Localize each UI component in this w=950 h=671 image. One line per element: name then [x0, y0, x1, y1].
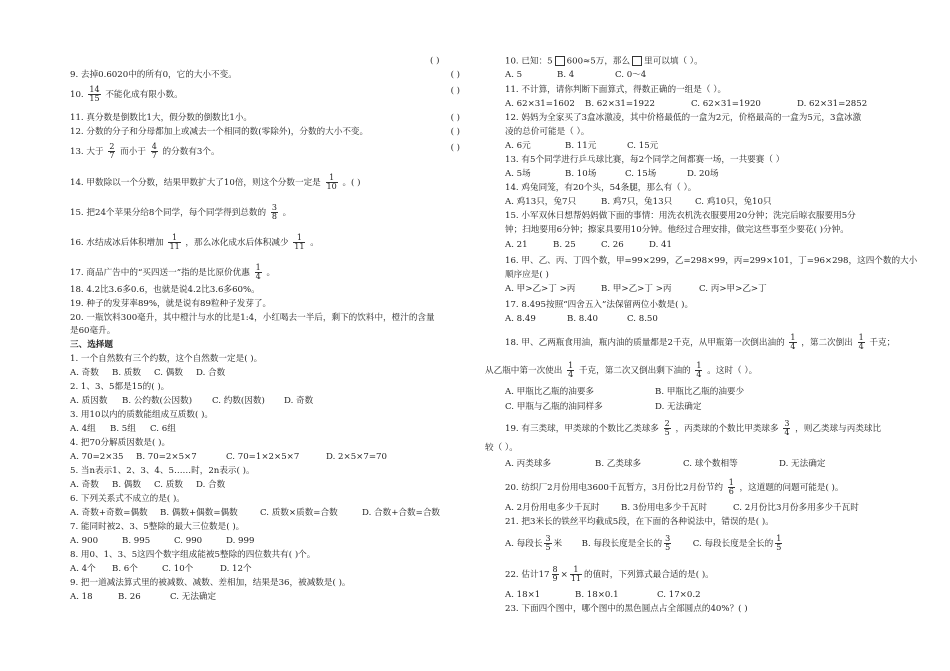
answer-paren: ( )	[450, 143, 460, 153]
choice-q13: 13. 有5个同学进行乒乓球比赛，每2个同学之间都赛一场，一共要赛（ ）	[505, 155, 785, 165]
option: C. 62×31=1920	[691, 99, 761, 109]
fraction: $\frac{1}{4}$	[858, 333, 864, 351]
option: B. 26	[118, 592, 141, 602]
option: C. 质数×质数=合数	[260, 508, 338, 518]
option: C. 丙>甲>乙>丁	[699, 284, 767, 294]
fraction: $\frac{14}{15}$	[89, 85, 100, 103]
option: B. 偶数	[112, 480, 141, 490]
option: A. 奇数	[70, 480, 99, 490]
fraction: $\frac{1}{11}$	[294, 233, 305, 251]
choice-q7: 7. 能同时被2、3、5整除的最大三位数是( )。	[70, 522, 245, 532]
choice-q1: 1. 一个自然数有三个约数，这个自然数一定是( )。	[70, 354, 263, 364]
choice-q8: 8. 用0、1、3、5这四个数字组成能被5整除的四位数共有( )个。	[70, 550, 316, 560]
judge-q12: 12. 分数的分子和分母都加上或减去一个相同的数(零除外)，分数的大小不变。 ( )	[70, 127, 460, 137]
option: A. 5	[505, 70, 523, 80]
choice-q21: 21. 把3米长的铁丝平均截成5段，在下面的各种说法中，错误的是( )。	[505, 517, 774, 527]
option: D. 12个	[220, 564, 252, 574]
fraction: $\frac{1}{4}$	[568, 361, 574, 379]
option: D. 2×5×7=70	[326, 452, 387, 462]
option: B. 公约数(公因数)	[122, 396, 193, 406]
option: C. 6组	[150, 424, 176, 434]
choice-q8-options	[70, 564, 252, 575]
option: A. 质因数	[70, 396, 108, 406]
blank-box-icon	[555, 56, 565, 66]
option: C. 球个数相等	[683, 459, 738, 469]
choice-q15-line1: 15. 小军双休日想帮妈妈做下面的事情：用洗衣机洗衣服要用20分钟；洗完后晾衣服要用5分	[505, 211, 856, 221]
judge-q11: 11. 真分数是倒数比1大，假分数的倒数比1小。 ( )	[70, 113, 460, 123]
option: A. 18	[70, 592, 93, 602]
fraction: $\frac{3}{5}$	[545, 534, 551, 552]
choice-q2: 2. 1、3、5都是15的( )。	[70, 382, 170, 392]
option: D. 合数+合数=合数	[362, 508, 441, 518]
choice-q22: 22. 估计17 $\frac{8}{9}$ × $\frac{1}{11}$ 的值时，下列算式最合适的是( )。	[505, 565, 714, 583]
option: D. 20场	[687, 169, 719, 179]
choice-q23: 23. 下面四个图中，哪个图中的黑色圆点占全部圆点的40%？( )	[505, 604, 748, 614]
option: C. 无法确定	[170, 592, 217, 602]
option: B. 甲瓶比乙瓶的油要少	[655, 387, 745, 397]
choice-q15-line2: 钟；扫地要用6分钟；擦家具要用10分钟。他经过合理安排，做完这些事至少要花( )分钟。	[505, 225, 849, 235]
fraction: $\frac{2}{5}$	[664, 419, 670, 437]
option: B. 5组	[110, 424, 136, 434]
answer-paren: ( )	[450, 70, 460, 80]
option: A. 丙类球多	[505, 459, 552, 469]
option: A. 70=2×35	[70, 452, 124, 462]
option: C. 8.50	[627, 314, 658, 324]
fraction: $\frac{3}{8}$	[271, 203, 277, 221]
option: A. 鸡13只，兔7只	[505, 197, 577, 207]
choice-q18-options-row2	[505, 402, 701, 413]
option: A. 2月份用电多少千瓦时	[505, 503, 600, 513]
choice-q17-options	[505, 314, 658, 325]
option: B. 62×31=1922	[585, 99, 655, 109]
fraction: $\frac{1}{10}$	[326, 173, 337, 191]
choice-q22-options	[505, 590, 701, 601]
option: C. 鸡10只，兔10只	[695, 197, 772, 207]
option: C. 10个	[162, 564, 194, 574]
choice-q10-options	[505, 70, 646, 81]
option: B. 乙类球多	[595, 459, 642, 469]
option: B. 25	[553, 240, 576, 250]
section-heading: 三、选择题	[70, 340, 113, 350]
judge-q17: 17. 商品广告中的“买四送一”指的是比原价优惠 $\frac{1}{4}$ 。	[70, 263, 276, 281]
option: A. 18×1	[505, 590, 541, 600]
choice-q5-options	[70, 480, 225, 491]
option: C. 偶数	[154, 368, 183, 378]
choice-q20: 20. 纺织厂2月份用电3600千瓦暂方，3月份比2月份节约 $\frac{1}{6}$ ，这道题的问题可能是( )。	[505, 478, 844, 496]
choice-q5: 5. 当n表示1、2、3、4、5……时，2n表示( )。	[70, 466, 255, 476]
fraction: $\frac{1}{11}$	[570, 565, 582, 583]
option: B. 鸡7只，兔13只	[601, 197, 673, 207]
choice-q19-options	[505, 459, 825, 470]
option: B. 偶数+偶数=偶数	[160, 508, 238, 518]
option: C. 2月份比3月份多用多少千瓦时	[733, 503, 859, 513]
choice-q10: 10. 已知：5 600≈5万，那么 里可以填（ ）。	[505, 56, 703, 67]
option: A. 奇数	[70, 368, 99, 378]
option: D. 无法确定	[655, 402, 702, 412]
option: B. 70=2×5×7	[136, 452, 197, 462]
option: C. 甲瓶与乙瓶的油同样多	[505, 402, 603, 412]
option: A. 62×31=1602	[505, 99, 575, 109]
option: D. 999	[226, 536, 255, 546]
option: B. 18×0.1	[575, 590, 619, 600]
fraction: $\frac{1}{4}$	[696, 361, 702, 379]
fraction: $\frac{2}{7}$	[109, 142, 115, 160]
option: D. 41	[649, 240, 672, 250]
judge-q20-line1: 20. 一瓶饮料300毫升，其中橙汁与水的比是1:4，小红喝去一半后，剩下的饮料中，橙汁的含量	[70, 313, 435, 323]
option: B. 质数	[112, 368, 141, 378]
option: C. 15场	[625, 169, 657, 179]
option: A. 奇数+奇数=偶数	[70, 508, 148, 518]
choice-q14-options	[505, 197, 772, 208]
choice-q2-options	[70, 396, 313, 407]
judge-q20-line2: 是60毫升。	[70, 326, 116, 336]
judge-q14: 14. 甲数除以一个分数，结果甲数扩大了10倍，则这个分数一定是 $\frac{1}{10}$ 。( )	[70, 173, 361, 191]
fraction: $\frac{1}{5}$	[776, 534, 782, 552]
option: A. 5场	[505, 169, 531, 179]
fraction: $\frac{1}{4}$	[255, 263, 261, 281]
option: A. 4组	[70, 424, 96, 434]
option: C. 质数	[154, 480, 183, 490]
choice-q4-options	[70, 452, 387, 463]
choice-q16-line1: 16. 甲、乙、丙、丁四个数，甲=99×299，乙=298×99，丙=299×101，丁=96×298，这四个数的大小	[505, 256, 918, 266]
option: A. 6元	[505, 141, 531, 151]
choice-q9: 9. 把一道减法算式里的被减数、减数、差相加，结果是36，被减数是( )。	[70, 578, 351, 588]
answer-paren: ( )	[450, 127, 460, 137]
choice-q1-options	[70, 368, 225, 379]
option: B. 11元	[565, 141, 597, 151]
fraction: $\frac{8}{9}$	[552, 565, 558, 583]
option: C. 17×0.2	[657, 590, 701, 600]
choice-q12-line1: 12. 妈妈为全家买了3盒冰激凌，其中价格最低的一盒为2元，价格最高的一盒为5元，3盒冰激	[505, 113, 862, 123]
fraction: $\frac{1}{6}$	[728, 478, 734, 496]
option: B. 甲>乙>丁 >丙	[601, 284, 672, 294]
option: B. 10场	[565, 169, 597, 179]
fraction: $\frac{4}{7}$	[151, 142, 157, 160]
choice-q9-options	[70, 592, 216, 603]
option: A. 21	[505, 240, 528, 250]
choice-q3: 3. 用10以内的质数能组成互质数( )。	[70, 410, 214, 420]
choice-q6-options	[70, 508, 440, 519]
fraction: $\frac{1}{11}$	[169, 233, 180, 251]
choice-q21-options: A. 每段长 $\frac{3}{5}$ 米 B. 每段长度是全长的 $\frac{3}{5}$ C. 每段长度是全长的 $\frac{1}{5}$	[505, 534, 782, 552]
option: C. 990	[174, 536, 203, 546]
answer-paren: ( )	[450, 86, 460, 96]
judge-q19: 19. 种子的发芽率89%，就是说有89粒种子发芽了。	[70, 299, 272, 309]
choice-q18-line2: 从乙瓶中第一次使出 $\frac{1}{4}$ 千克，第二次又倒出剩下油的 $\frac{1}{4}$ 。这时（ ）。	[485, 361, 758, 379]
judge-q16: 16. 水结成冰后体积增加 $\frac{1}{11}$ ，那么冰化成水后体积减少 $\frac{1}{11}$ 。	[70, 233, 319, 251]
option: A. 甲瓶比乙瓶的油要多	[505, 387, 595, 397]
option: B. 4	[557, 70, 575, 80]
choice-q18-options-row1	[505, 387, 744, 398]
fraction: $\frac{3}{5}$	[665, 534, 671, 552]
choice-q15-options	[505, 240, 672, 251]
option: C. 15元	[627, 141, 659, 151]
judge-q9: 9. 去掉0.6020中的所有0，它的大小不变。 ( )	[70, 70, 460, 80]
choice-q13-options	[505, 169, 719, 180]
option: A. 8.49	[505, 314, 536, 324]
option: B. 995	[122, 536, 151, 546]
option: C. 70=1×2×5×7	[226, 452, 300, 462]
choice-q4: 4. 把70分解质因数是( )。	[70, 438, 171, 448]
option: D. 62×31=2852	[797, 99, 868, 109]
option: C. 0～4	[615, 70, 647, 80]
choice-q18-line1: 18. 甲、乙两瓶食用油，瓶内油的质量都是2千克，从甲瓶第一次倒出油的 $\frac{1}{4}$ ，第二次倒出 $\frac{1}{4}$ 千克；	[505, 333, 896, 351]
choice-q12-options	[505, 141, 658, 152]
choice-q19-line2: 较（ ）。	[485, 443, 518, 453]
option: D. 奇数	[284, 396, 314, 406]
judge-q18: 18. 4.2比3.6多0.6，也就是说4.2比3.6多60%。	[70, 285, 260, 295]
choice-q17: 17. 8.495按照“四舍五入”法保留两位小数是( )。	[505, 300, 694, 310]
judge-q10: 10. $\frac{14}{15}$ 不能化成有限小数。 ( )	[70, 85, 460, 103]
choice-q11: 11. 不计算，请你判断下面算式，得数正确的一组是（ ）。	[505, 85, 727, 95]
option: C. 26	[601, 240, 624, 250]
option: A. 4个	[70, 564, 96, 574]
option: D. 合数	[196, 480, 226, 490]
option: D. 合数	[196, 368, 226, 378]
top-answer-paren: ( )	[430, 56, 440, 66]
choice-q6: 6. 下列关系式不成立的是( )。	[70, 494, 185, 504]
choice-q20-options	[505, 503, 859, 514]
choice-q3-options	[70, 424, 176, 435]
option: C. 约数(因数)	[212, 396, 265, 406]
choice-q11-options	[505, 99, 867, 110]
option: B. 6个	[112, 564, 138, 574]
option: A. 甲>乙>丁 >丙	[505, 284, 576, 294]
option: D. 无法确定	[779, 459, 826, 469]
choice-q16-options	[505, 284, 767, 295]
choice-q12-line2: 凌的总价可能是（ ）。	[505, 127, 590, 137]
choice-q19-line1: 19. 有三类球，甲类球的个数比乙类球多 $\frac{2}{5}$ ，丙类球的个数比甲类球多 $\frac{3}{4}$ ，则乙类球与丙类球比	[505, 419, 882, 437]
option: B. 3份用电多少千瓦时	[621, 503, 707, 513]
choice-q7-options	[70, 536, 254, 547]
choice-q16-line2: 顺序应是( )	[505, 270, 549, 280]
fraction: $\frac{1}{4}$	[790, 333, 796, 351]
fraction: $\frac{3}{4}$	[784, 419, 790, 437]
judge-q15: 15. 把24个苹果分给8个同学，每个同学得到总数的 $\frac{3}{8}$ 。	[70, 203, 292, 221]
answer-paren: ( )	[450, 113, 460, 123]
choice-q14: 14. 鸡兔同笼，有20个头，54条腿，那么有（ ）。	[505, 183, 697, 193]
blank-box-icon	[632, 56, 642, 66]
option: A. 900	[70, 536, 99, 546]
option: B. 8.40	[567, 314, 598, 324]
judge-q13: 13. 大于 $\frac{2}{7}$ 而小于 $\frac{4}{7}$ 的分数有3个。 ( )	[70, 142, 460, 160]
